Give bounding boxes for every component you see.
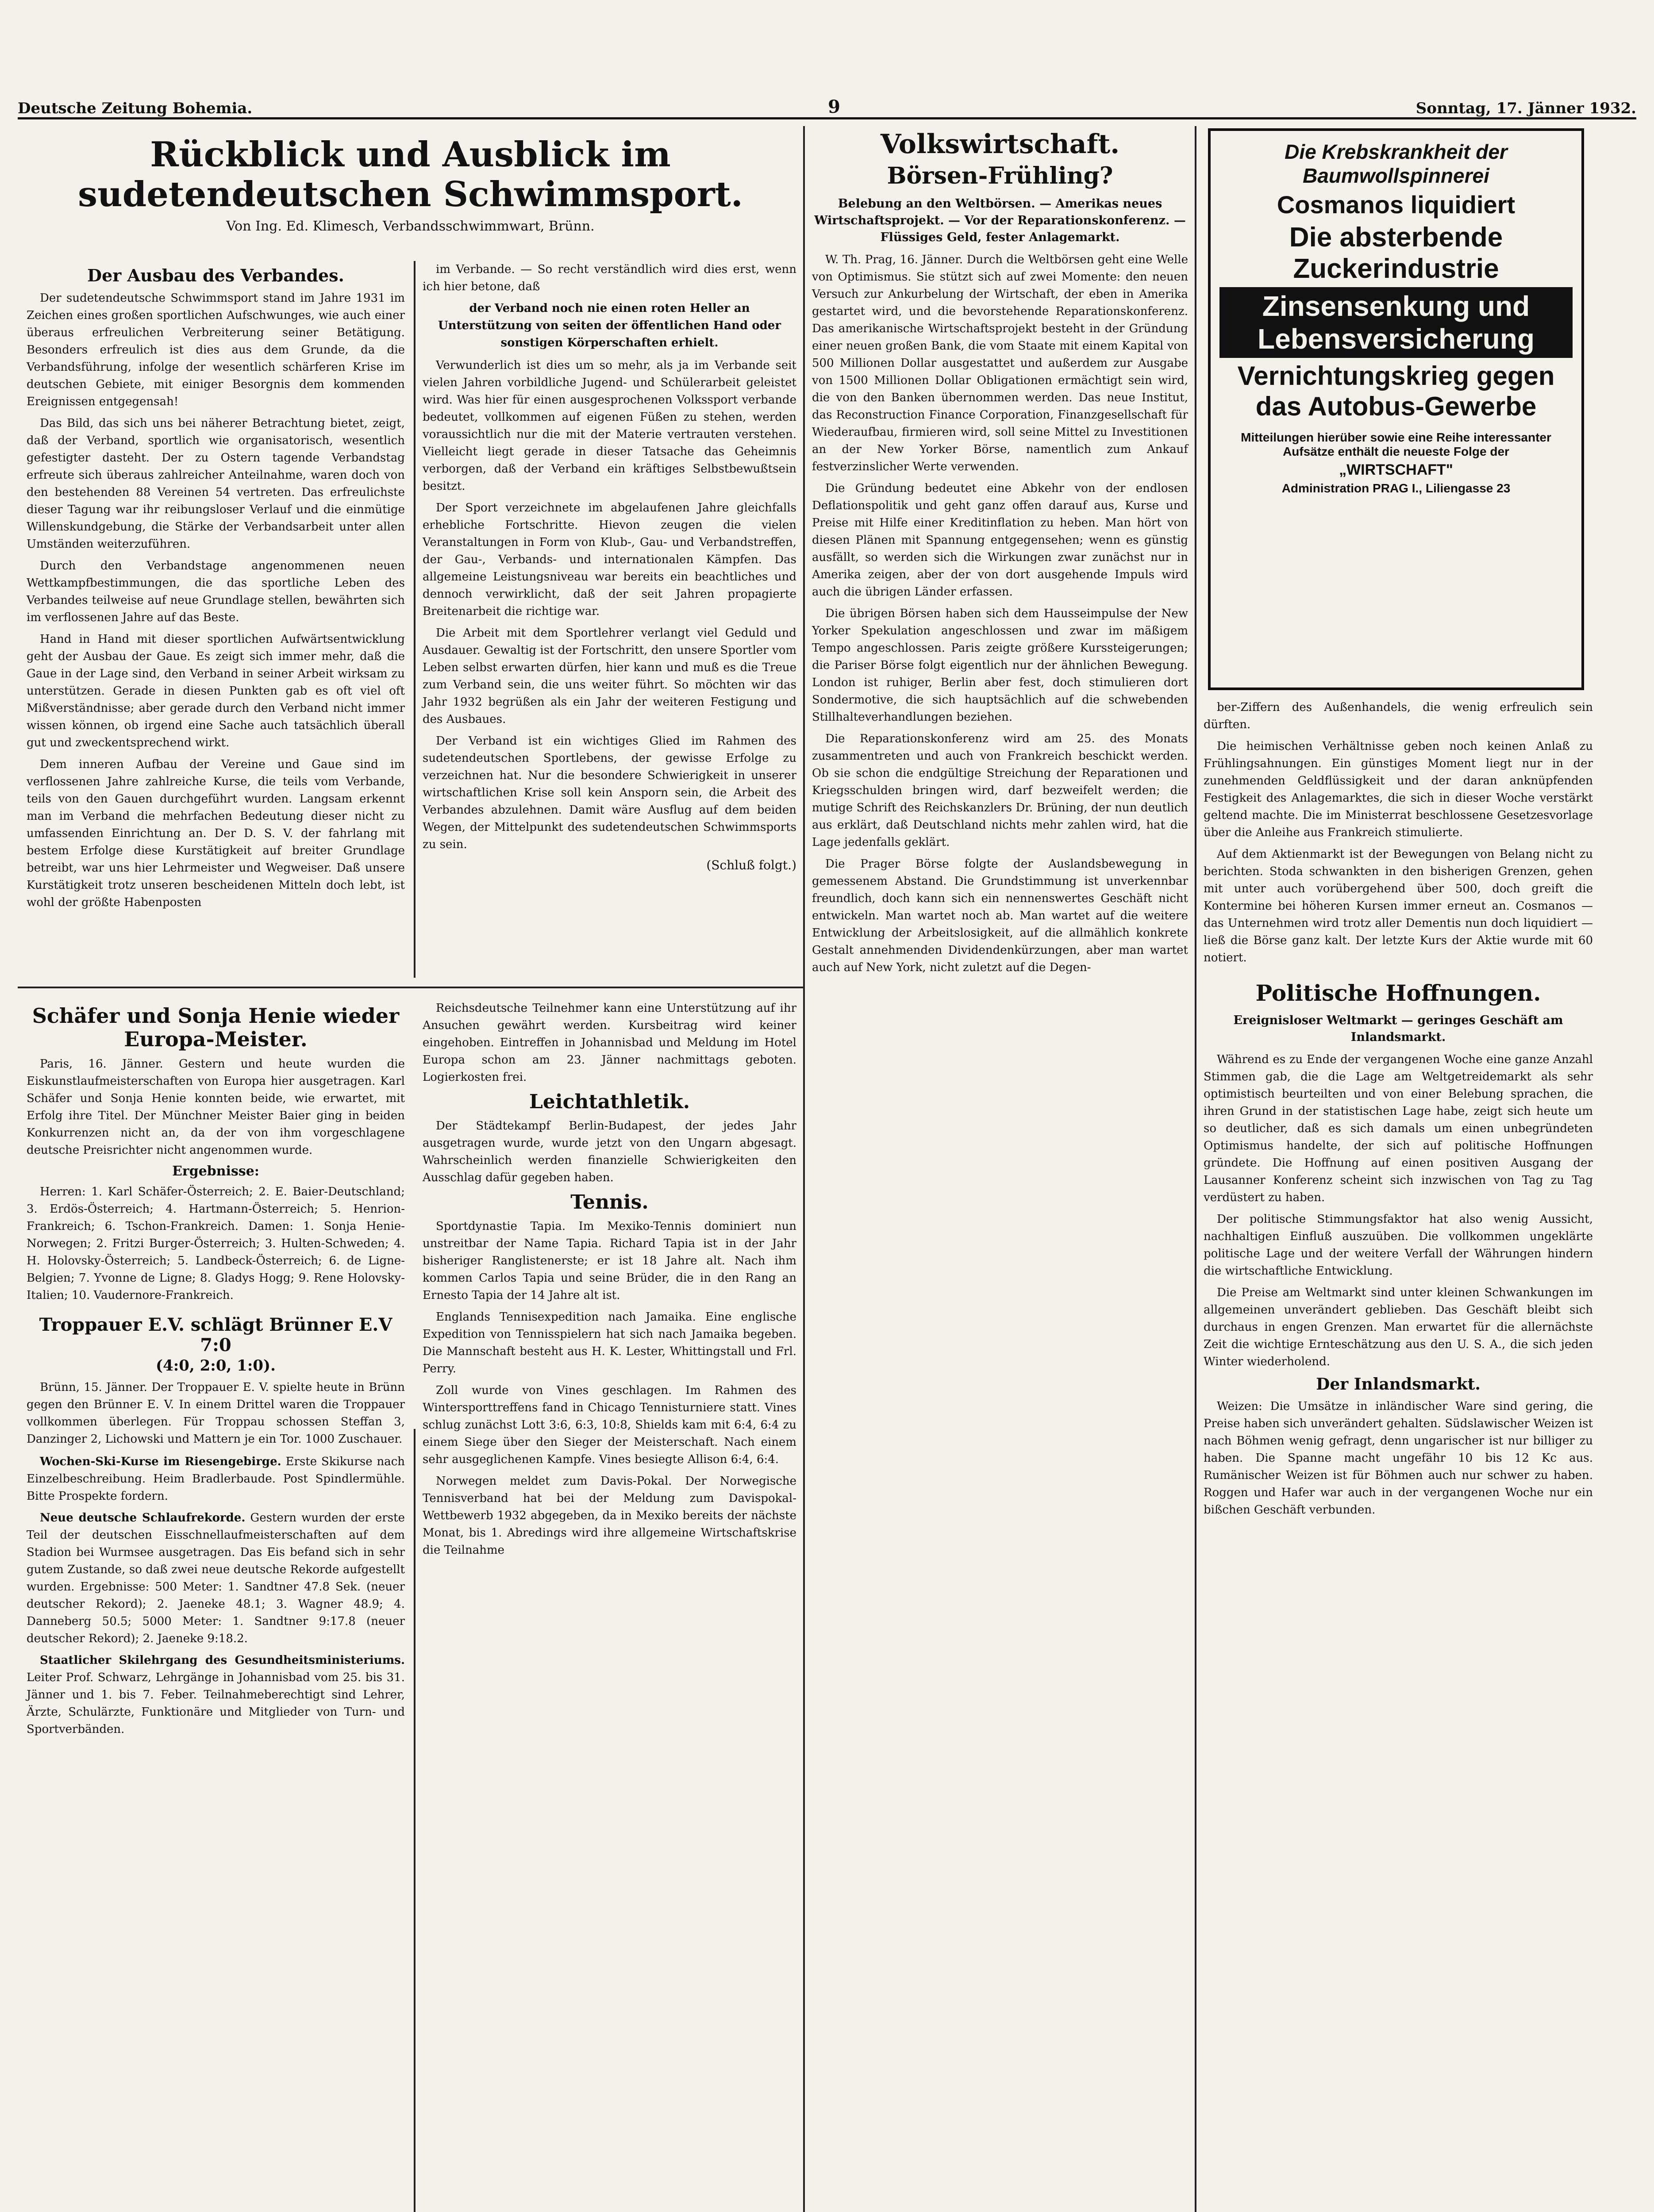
sport-column-2 xyxy=(423,1000,796,1563)
ad-publication-name: „WIRTSCHAFT" xyxy=(1339,461,1453,478)
main-article-subheading: Der Ausbau des Verbandes. xyxy=(87,265,344,285)
paragraph: Die Prager Börse folgte der Auslandsbewegung in gemessenem Abstand. Die Grundstimmung ist unverkennbar freundlich, doch kann sich ein nennenswertes Geschäft nicht entwickeln. Man wartet noch ab. Man wartet auf die weitere Entwicklung der Arbeitslosigkeit, auf die allmählich konkrete Gestalt annehmenden Dividendenkürzungen, aber man wartet auch auf New York, nicht zuletzt auf die Degen- xyxy=(812,857,1188,974)
paragraph: Die Gründung bedeutet eine Abkehr von der endlosen Deflationspolitik und geht ganz offen darauf aus, Kurse und Preise mit Hilfe einer Kreditinflation zu heben. Man hört von diesen Plänen mit Spannung entgegensehen; wenn es günstig ausfällt, so werden sich die Wirkungen zwar zunächst nur in Amerika zeigen, aber der von dort ausgehende Impuls wird auch die übrigen Länder erfassen. xyxy=(812,482,1188,599)
paragraph: W. Th. Prag, 16. Jänner. Durch die Weltbörsen geht eine Welle von Optimismus. Sie stützt sich auf zwei Momente: den neuen Versuch zur Ankurbelung der Wirtschaft, der eben in Amerika gestartet wird, und die bevorstehende Reparationskonferenz. Das amerikanische Wirtschaftsprojekt besteht in der Gründung einer neuen großen Bank, die vom Staate mit einem Kapital von 500 Millionen Dollar ausgestattet und außerdem zur Ausgabe von 1500 Millionen Dollar Obligationen ermächtigt sein wird, die von den Banken übernommen werden. Das neue Institut, das Reconstruction Finance Corporation, Finanzgesellschaft für Wiederaufbau, firmieren wird, soll seine Mittel zu Investitionen an der New Yorker Börse, namentlich zum Ankauf festverzinslicher Werte verwenden. xyxy=(812,253,1188,473)
politics-title: Politische Hoffnungen. xyxy=(1255,980,1541,1006)
paragraph: Verwunderlich ist dies um so mehr, als ja im Verbande seit vielen Jahren vorbildliche Jugend- und Schülerarbeit geleistet wird. Was hier für einen ausgesprochenen Volkssport verbande bedeutet, vollkommen auf eigenen Füßen zu stehen, werden voraussichtlich nur die mit der Materie vertrauten verstehen. Vielleicht liegt gerade in dieser Tatsache das Geheimnis verborgen, daß der Verband ein kräftiges Selbstbewußtsein besitzt. xyxy=(423,359,796,493)
column-divider xyxy=(1195,126,1196,2212)
main-article-col2 xyxy=(423,261,796,872)
inland-title: Der Inlandsmarkt. xyxy=(1316,1375,1481,1394)
paragraph: Sportdynastie Tapia. Im Mexiko-Tennis dominiert nun unstreitbar der Name Tapia. Richard Tapia ist in der Jahr bisheriger Ranglistenerste; er ist 18 Jahre alt. Nach ihm kommen Carlos Tapia und seine Brüder, die in den Rang an Ernesto Tapia der 14 Jahre alt ist. xyxy=(423,1220,796,1302)
sport-column-1 xyxy=(27,1000,405,1743)
paragraph: Durch den Verbandstage angenommenen neuen Wettkampfbestimmungen, die das sportliche Leben des Verbandes teilweise auf neue Grundlage stellen, bewährten sich im verflossenen Jahre auf das Beste. xyxy=(27,559,405,624)
main-article-byline: Von Ing. Ed. Klimesch, Verbandsschwimmwart, Brünn. xyxy=(226,219,595,234)
economy-lead: Belebung an den Weltbörsen. — Amerikas neues Wirtschaftsprojekt. — Vor der Reparationskonferenz. — Flüssiges Geld, fester Anlagemarkt. xyxy=(814,197,1186,244)
ad-line: Vernichtungskrieg gegen das Autobus-Gewerbe xyxy=(1237,361,1555,421)
paragraph: Der Verband ist ein wichtiges Glied im Rahmen des sudetendeutschen Sportlebens, der gewisse Erfolge zu verzeichnen hat. Nur die besondere Schwierigkeit in unserer wirtschaftlichen Krise soll kein Ansporn sein, die Arbeit des Verbandes abzulehnen. Damit wäre Ausflug auf dem beiden Wegen, der Mittelpunkt des sudetendeutschen Schwimmsports zu sein. xyxy=(423,734,796,851)
paragraph: Erste Skikurse nach Einzelbeschreibung. Heim Bradlerbaude. Post Spindlermühle. Bitte Prospekte fordern. xyxy=(27,1455,405,1503)
column-divider xyxy=(803,126,805,2212)
section-divider xyxy=(18,987,803,988)
item-title: Neue deutsche Schlaufrekorde. xyxy=(40,1511,246,1525)
column-divider xyxy=(414,1429,415,2212)
page-number: 9 xyxy=(828,96,840,117)
section-heading: Leichtathletik. xyxy=(529,1091,690,1113)
paragraph: Der Städtekampf Berlin-Budapest, der jedes Jahr ausgetragen wurde, wurde jetzt von den Ungarn abgesagt. Wahrscheinlich werden finanzielle Schwierigkeiten den Ausschlag dafür gegeben haben. xyxy=(423,1119,796,1184)
paragraph: Leiter Prof. Schwarz, Lehrgänge in Johannisbad vom 25. bis 31. Jänner und 1. bis 7. Feber. Teilnahmeberechtigt sind Lehrer, Ärzte, Schulärzte, Funktionäre und Mitglieder von Turn- und Sportverbänden. xyxy=(27,1671,405,1736)
paragraph: Während es zu Ende der vergangenen Woche eine ganze Anzahl Stimmen gab, die die Lage am Weltgetreidemarkt als sehr optimistisch beurteilten und von einer Belebung sprachen, die ihren Grund in der statistischen Lage habe, zeigt sich heute um so deutlicher, daß es sich damals um einen unbegründeten Optimismus handelte, der sich auf politische Hoffnungen gründete. Die Hoffnung auf einen positiven Ausgang der Lausanner Konferenz scheint sich inzwischen von Tag zu Tag verdüstert zu haben. xyxy=(1204,1053,1593,1204)
paragraph: Das Bild, das sich uns bei näherer Betrachtung bietet, zeigt, daß der Verband, sportlich wie organisatorisch, wesentlich gefestigter dasteht. Der zu Ostern tagende Verbandstag erfreute sich überaus zahlreicher Anteilnahme, waren doch von den bestehenden 88 Vereinen 54 vertreten. Das erfreulichste dieser Tagung war ihr reibungsloser Verlauf und die einmütige Willenskundgebung, die Stärke der Verbandsarbeit unter allen Umständen weiterzuführen. xyxy=(27,417,405,551)
paragraph: Dem inneren Aufbau der Vereine und Gaue sind im verflossenen Jahre zahlreiche Kurse, die teils vom Verbande, teils von den Gauen durchgeführt wurden. Langsam erkennt man im Verband die mehrfachen Bedeutung dieser nicht zu umfassenden Einrichtung an. Der D. S. V. der fahrlang mit bestem Erfolge diese Kurstätigkeit auf breiter Grundlage betreibt, war uns hier Lehrmeister und Wegweiser. Daß unsere Kurstätigkeit trotz unseren bescheidenen Mitteln doch lebt, ist wohl der größte Habenposten xyxy=(27,758,405,909)
paragraph: Der Sport verzeichnete im abgelaufenen Jahre gleichfalls erhebliche Fortschritte. Hievon zeugen die vielen Veranstaltungen in Form von Klub-, Gau- und Verbandstreffen, der Gau-, Verbands- und internationalen Kämpfen. Das allgemeine Leistungsniveau war bereits ein beachtliches und dennoch verwirklicht, daß der seit Jahren propagierte Breitenarbeit die richtige war. xyxy=(423,501,796,618)
match-score: (4:0, 2:0, 1:0). xyxy=(156,1356,276,1375)
issue-date: Sonntag, 17. Jänner 1932. xyxy=(1416,100,1636,117)
results-heading: Ergebnisse: xyxy=(172,1163,259,1179)
item-title: Wochen-Ski-Kurse im Riesengebirge. xyxy=(40,1455,281,1468)
continued-note: (Schluß folgt.) xyxy=(706,858,796,872)
right-column xyxy=(1204,699,1593,1523)
paragraph: Der sudetendeutsche Schwimmsport stand im Jahre 1931 im Zeichen eines großen sportlichen Aufschwunges, wie auch einer überaus erfreulichen Verbreiterung seiner Betätigung. Besonders erfreulich ist dies aus dem Grunde, da die Verbandsführung, infolge der wesentlich schärferen Krise im deutschen Gebiete, mit einiger Besorgnis dem kommenden Ereignissen entgegensah! xyxy=(27,292,405,408)
paragraph: Die Arbeit mit dem Sportlehrer verlangt viel Geduld und Ausdauer. Gewaltig ist der Fortschritt, den unsere Sportler vom Leben selbst erwarten dürfen, hier kann und muß es die Treue zum Verband sein, die uns weiter führt. So möchten wir das Jahr 1932 begrüßen als ein Jahr der weiteren Festigung und des Ausbaues. xyxy=(423,626,796,726)
ad-line: Cosmanos liquidiert xyxy=(1277,191,1516,219)
paragraph: Auf dem Aktienmarkt ist der Bewegungen von Belang nicht zu berichten. Stoda schwankten in den bisherigen Grenzen, gehen mit unter auch vorübergehend über 500, doch greift die Konterminе bei höheren Kursen immer erneut an. Cosmanos — das Unternehmen wird trotz aller Dementis nun doch liquidiert — ließ die Börse ganz kalt. Der letzte Kurs der Aktie wurde mit 60 notiert. xyxy=(1204,848,1593,964)
ad-line: Zinsensenkung und Lebensversicherung xyxy=(1219,287,1573,358)
item-title: Staatlicher Skilehrgang des Gesundheitsministeriums. xyxy=(40,1653,405,1667)
column-divider xyxy=(414,261,415,978)
paragraph: Englands Tennisexpedition nach Jamaika. Eine englische Expedition von Tennisspielern hat sich nach Jamaika begeben. Die Mannschaft besteht aus H. K. Lester, Whittingstall und Frl. Perry. xyxy=(423,1310,796,1375)
newspaper-name: Deutsche Zeitung Bohemia. xyxy=(18,100,253,117)
paragraph: ber-Ziffern des Außenhandels, die wenig erfreulich sein dürften. xyxy=(1204,701,1593,731)
paragraph: Weizen: Die Umsätze in inländischer Ware sind gering, die Preise haben sich unverändert gehalten. Südslawischer Weizen ist nach Böhmen wenig gefragt, denn ungarischer ist nur billiger zu haben. Die Spanne macht ungefähr 10 bis 12 Kc aus. Rumänischer Weizen ist für Böhmen auch nur schwer zu haben. Roggen und Hafer war auch in der vergangenen Woche nur ein bißchen Geschäft verbunden. xyxy=(1204,1400,1593,1517)
ad-line: Die absterbende Zuckerindustrie xyxy=(1289,222,1503,284)
ad-line: Die Krebskrankheit der Baumwollspinnerei xyxy=(1285,140,1508,187)
advertisement xyxy=(1208,128,1584,690)
economy-title: Volkswirtschaft. xyxy=(880,129,1120,160)
economy-subtitle: Börsen-Frühling? xyxy=(887,162,1113,189)
paragraph: Herren: 1. Karl Schäfer-Österreich; 2. E. Baier-Deutschland; 3. Erdös-Österreich; 4. Hartmann-Österreich; 5. Henrion-Frankreich; 6. Tschon-Frankreich. Damen: 1. Sonja Henie-Norwegen; 2. Fritzi Burger-Österreich; 3. Hulten-Schweden; 4. H. Holovsky-Österreich; 5. Landbeck-Österreich; 6. de Ligne-Belgien; 7. Yvonne de Ligne; 8. Gladys Hogg; 9. Rene Holovsky-Italien; 10. Vaudernore-Frankreich. xyxy=(27,1185,405,1302)
ad-line: Mitteilungen hierüber sowie eine Reihe interessanter Aufsätze enthält die neueste Folge der xyxy=(1241,430,1551,458)
highlighted-statement: der Verband noch nie einen roten Heller an Unterstützung von seiten der öffentlichen Hand oder sonstigen Körperschaften erhielt. xyxy=(438,302,781,349)
section-heading: Tennis. xyxy=(570,1191,649,1214)
paragraph: Reichsdeutsche Teilnehmer kann eine Unterstützung auf ihr Ansuchen gewährt werden. Kursbeitrag wird keiner eingehoben. Eintreffen in Johannisbad und Meldung im Hotel Europa schon am 23. Jänner nachmittags geboten. Logierkosten frei. xyxy=(423,1002,796,1084)
paragraph: Brünn, 15. Jänner. Der Troppauer E. V. spielte heute in Brünn gegen den Brünner E. V. In einem Drittel waren die Troppauer vollkommen überlegen. Für Troppau schossen Steffan 3, Danzinger 2, Lichowski und Mattern je ein Tor. 1000 Zuschauer. xyxy=(27,1380,405,1446)
main-article-title: Rückblick und Ausblick im sudetendeutschen Schwimmsport. xyxy=(78,134,743,215)
paragraph: Die Reparationskonferenz wird am 25. des Monats zusammentreten und auch von Frankreich beschickt werden. Ob sie schon die endgültige Streichung der Reparationen und Kriegsschulden bringen wird, darf bezweifelt werden; die mutige Schrift des Reichskanzlers Dr. Brüning, der nun deutlich aus erklärt, daß Deutschland nichts mehr zahlen wird, hat die Lage jedenfalls geklärt. xyxy=(812,732,1188,849)
paragraph: Hand in Hand mit dieser sportlichen Aufwärtsentwicklung geht der Ausbau der Gaue. Es zeigt sich immer mehr, daß die Gaue in der Lage sind, den Verband in seiner Arbeit wirksam zu unterstützen. Gerade in diesen Punkten gab es oft viel oft Mißverständnisse; aber gerade durch den Verband nicht immer wissen können, ob irgend eine Sache auch tatsächlich überall gut und zweckentsprechend wirkt. xyxy=(27,633,405,749)
paragraph: Die Preise am Weltmarkt sind unter kleinen Schwankungen im allgemeinen unverändert geblieben. Das Geschäft bleibt sich durchaus in engen Grenzen. Man erwartet für die allernächste Zeit die wichtige Ernteschätzung aus den U. S. A., die sich jeden Winter wiederholend. xyxy=(1204,1286,1593,1368)
ad-address: Administration PRAG I., Liliengasse 23 xyxy=(1281,481,1511,495)
main-article xyxy=(18,126,803,243)
paragraph: Norwegen meldet zum Davis-Pokal. Der Norwegische Tennisverband hat bei der Meldung zum Davispokal-Wettbewerb 1932 abgegeben, da in Mexiko bereits der nächste Monat, bis 1. Abredings wird ihre allgemeine Wirtschaftskrise die Teilnahme xyxy=(423,1475,796,1557)
masthead xyxy=(18,86,1636,119)
paragraph: Der politische Stimmungsfaktor hat also wenig Aussicht, nachhaltigen Einfluß auszuüben. Die vollkommen ungeklärte politische Lage und der weitere Verfall der Währungen hindern die wirtschaftliche Entwicklung. xyxy=(1204,1213,1593,1278)
paragraph: Die übrigen Börsen haben sich dem Hausseimpulse der New Yorker Spekulation angeschlossen und zwar im mäßigem Tempo angeschlossen. Paris zeigte größere Kurssteigerungen; die Pariser Börse folgt eigentlich nur der ähnlichen Bewegung. London ist ruhiger, Berlin aber fest, doch stimulieren dort Sondermotive, die sich hauptsächlich auf die schwebenden Stillhalteverhandlungen beziehen. xyxy=(812,607,1188,724)
politics-lead: Ereignisloser Weltmarkt — geringes Geschäft am Inlandsmarkt. xyxy=(1233,1014,1563,1044)
paragraph: Die heimischen Verhältnisse geben noch keinen Anlaß zu Frühlingsahnungen. Ein günstiges Moment liegt nur in der zunehmenden Geldflüssigkeit und der daran anknüpfenden Festigkeit des Anlagemarktes, die sich in dieser Woche verstärkt geltend machte. Die im Ministerrat beschlossene Gesetzesvorlage über die Anleihe aus Frankreich stimulierte. xyxy=(1204,740,1593,839)
paragraph: Zoll wurde von Vines geschlagen. Im Rahmen des Wintersporttreffens fand in Chicago Tennisturniere statt. Vines schlug zunächst Lott 3:6, 6:3, 10:8, Shields kam mit 6:4, 6:4 zu einem Siege über den Sieger der Meisterschaft. Nach einem sehr ausgeglichenen Kampfe. Vines besiegte Allison 6:4, 6:4. xyxy=(423,1384,796,1466)
paragraph: Paris, 16. Jänner. Gestern und heute wurden die Eiskunstlaufmeisterschaften von Europa hier ausgetragen. Karl Schäfer und Sonja Henie konnten beide, wie erwartet, mit Erfolg ihre Titel. Der Münchner Meister Baier ging in beiden Konkurrenzen nicht an, da der von ihm vorgeschlagene deutsche Preisrichter nicht angenommen wurde. xyxy=(27,1057,405,1157)
sport-headline: Troppauer E.V. schlägt Brünner E.V 7:0 xyxy=(39,1314,392,1356)
economy-column xyxy=(812,126,1188,981)
paragraph: im Verbande. — So recht verständlich wird dies erst, wenn ich hier betone, daß xyxy=(423,263,796,293)
main-article-col1 xyxy=(27,261,405,916)
paragraph: Gestern wurden der erste Teil der deutschen Eisschnellaufmeisterschaften auf dem Stadion bei Wurmsee ausgetragen. Das Eis befand sich in sehr gutem Zustande, so daß zwei neue deutsche Rekorde aufgestellt wurden. Ergebnisse: 500 Meter: 1. Sandtner 47.8 Sek. (neuer deutscher Rekord); 2. Jaeneke 48.1; 3. Wagner 48.9; 4. Danneberg 50.5; 5000 Meter: 1. Sandtner 9:17.8 (neuer deutscher Rekord); 2. Jaeneke 9:18.2. xyxy=(27,1511,405,1645)
sport-headline: Schäfer und Sonja Henie wieder Europa-Meister. xyxy=(32,1004,400,1051)
